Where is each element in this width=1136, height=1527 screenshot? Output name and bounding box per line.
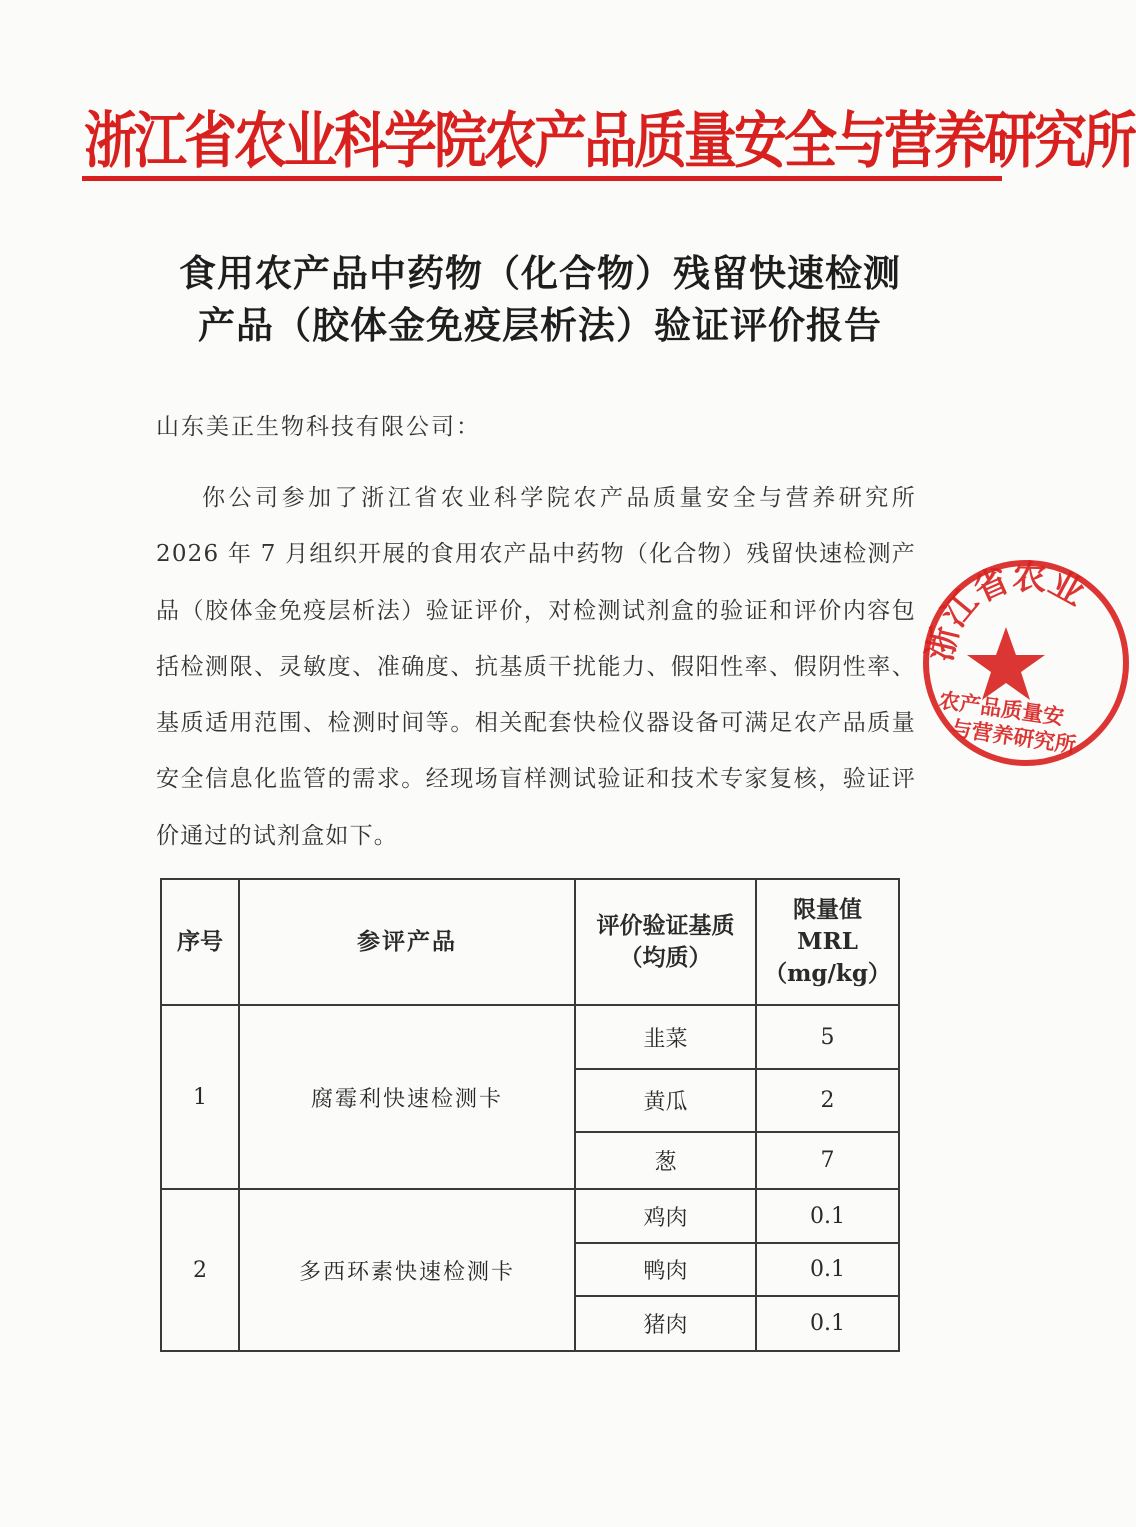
seal-star-icon <box>967 627 1045 700</box>
matrix-cell: 鸡肉 <box>575 1189 756 1243</box>
letterhead-rule <box>82 176 1002 181</box>
matrix-cell: 猪肉 <box>575 1296 756 1351</box>
header-matrix <box>575 879 756 1005</box>
header-no: 序号 <box>161 879 239 1005</box>
official-seal-icon <box>916 553 1136 773</box>
header-mrl-line-1: 限量值 <box>793 896 862 923</box>
mrl-cell: 0.1 <box>756 1243 899 1296</box>
matrix-cell: 鸭肉 <box>575 1243 756 1296</box>
mrl-cell: 0.1 <box>756 1189 899 1243</box>
institute-letterhead: 浙江省农业科学院农产品质量安全与营养研究所 <box>84 106 1134 177</box>
header-matrix-line-1: 评价验证基质 <box>596 912 735 939</box>
body-paragraph: 你公司参加了浙江省农业科学院农产品质量安全与营养研究所 2026 年 7 月组织开展的食用农产品中药物（化合物）残留快速检测产品（胶体金免疫层析法）验证评价，对检测试剂盒的验证和评价内容包括检测限、灵敏度、准确度、抗基质干扰能力、假阳性率、假阴性率、基质适用范围、检测时间等。相关配套快检仪器设备可满足农产品质量安全信息化监管的需求。经现场盲样测试验证和技术专家复核，验证评价通过的试剂盒如下。 <box>156 485 916 849</box>
header-mrl-line-3: （mg/kg） <box>764 960 891 987</box>
seal-line-1: 农产品质量安 <box>937 688 1066 730</box>
table-row <box>161 1005 899 1069</box>
table-row <box>161 1189 899 1243</box>
seal-line-2: 与营养研究所 <box>949 716 1078 758</box>
results-table <box>160 878 900 1352</box>
mrl-cell: 2 <box>756 1069 899 1132</box>
group-1-product: 腐霉利快速检测卡 <box>239 1005 575 1189</box>
header-matrix-line-2: （均质） <box>619 944 712 971</box>
group-2-no: 2 <box>161 1189 239 1351</box>
mrl-cell: 0.1 <box>756 1296 899 1351</box>
group-1-no: 1 <box>161 1005 239 1189</box>
mrl-cell: 5 <box>756 1005 899 1069</box>
header-mrl-line-2: MRL <box>797 928 858 955</box>
matrix-cell: 韭菜 <box>575 1005 756 1069</box>
seal-top-text: 浙江省农业 <box>919 557 1092 665</box>
report-title-line-1: 食用农产品中药物（化合物）残留快速检测 <box>179 251 901 295</box>
header-product: 参评产品 <box>239 879 575 1005</box>
salutation: 山东美正生物科技有限公司： <box>156 414 481 440</box>
group-2-product: 多西环素快速检测卡 <box>239 1189 575 1351</box>
header-mrl <box>756 879 899 1005</box>
report-title-line-2: 产品（胶体金免疫层析法）验证评价报告 <box>198 303 882 347</box>
table-header-row <box>161 879 899 1005</box>
mrl-cell: 7 <box>756 1132 899 1189</box>
matrix-cell: 葱 <box>575 1132 756 1189</box>
matrix-cell: 黄瓜 <box>575 1069 756 1132</box>
